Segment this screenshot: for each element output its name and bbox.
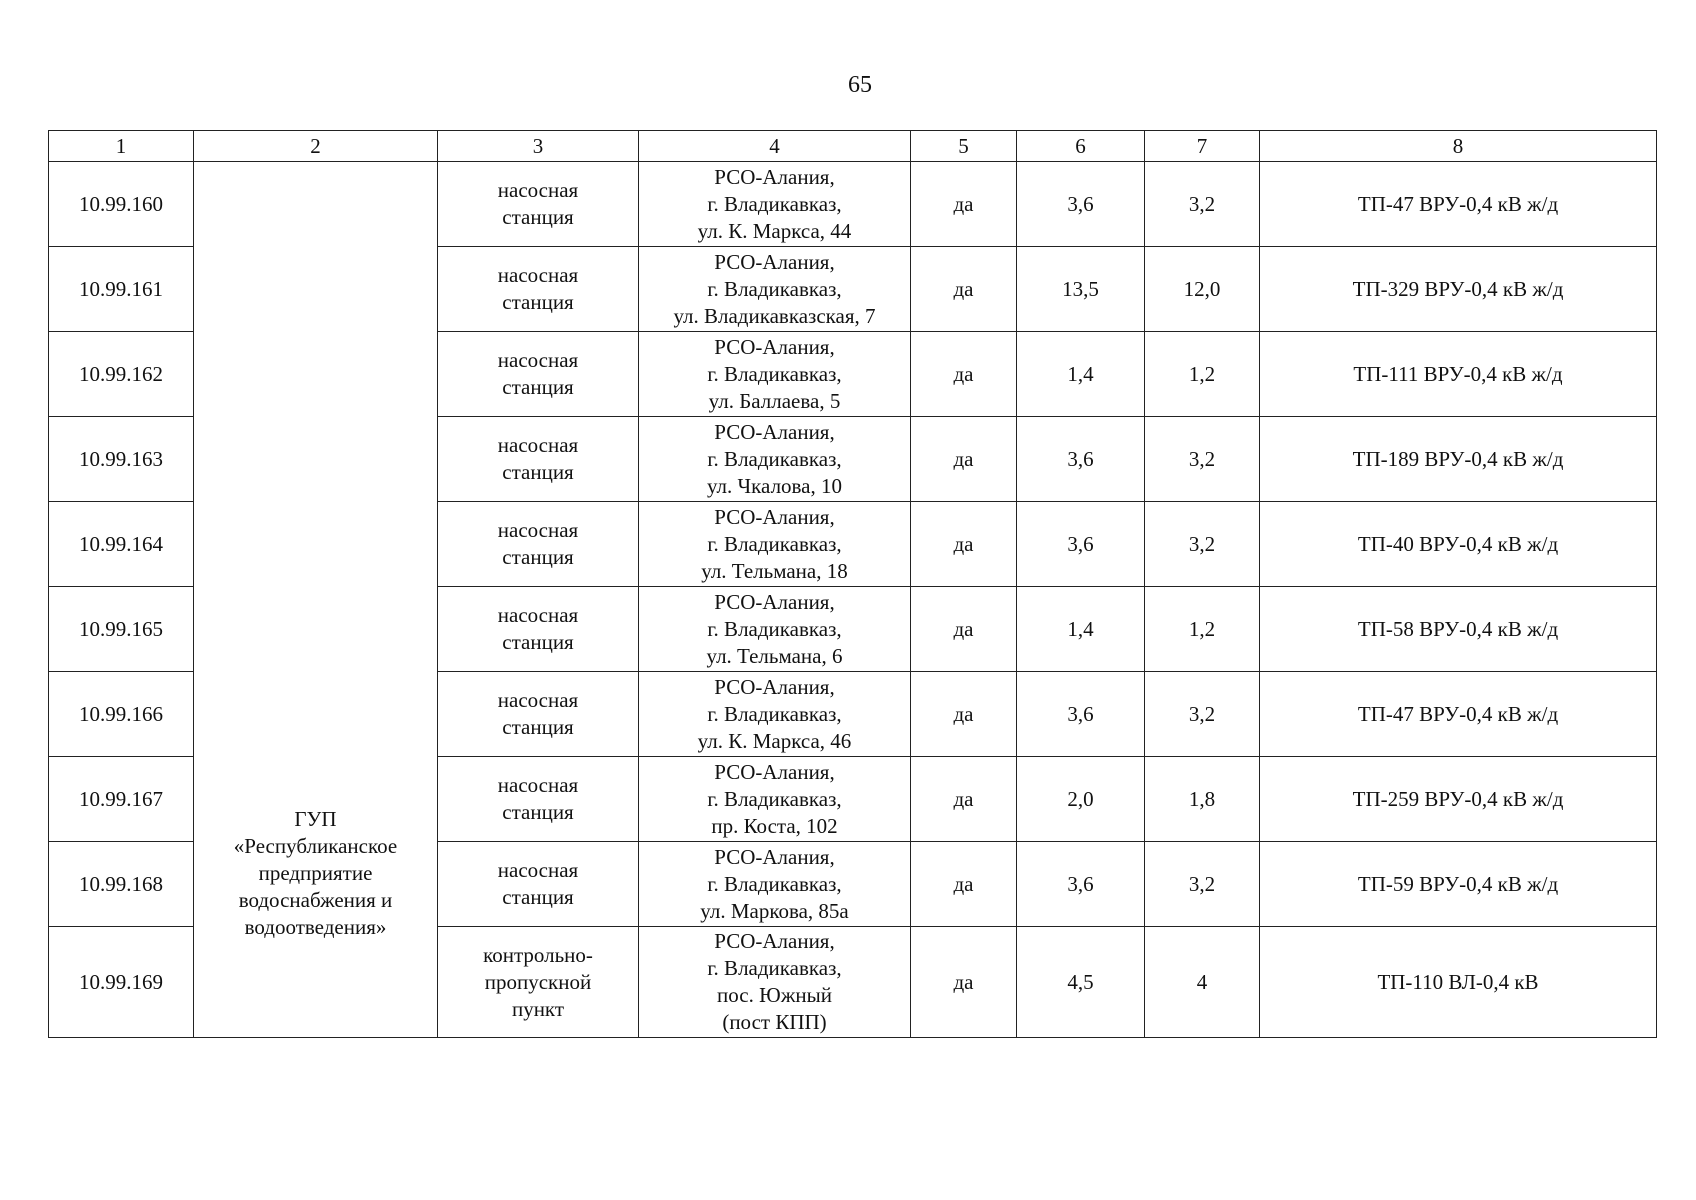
header-cell: 7 xyxy=(1145,131,1260,162)
address-line: пос. Южный xyxy=(716,983,833,1007)
address-cell xyxy=(639,757,911,842)
supply-source-cell: ТП-111 ВРУ-0,4 кВ ж/д xyxy=(1260,332,1657,417)
address-cell xyxy=(639,502,911,587)
value-7-cell: 3,2 xyxy=(1145,842,1260,927)
address-cell xyxy=(639,162,911,247)
value-6-cell: 1,4 xyxy=(1017,587,1145,672)
code-cell: 10.99.163 xyxy=(49,417,194,502)
supply-source-cell: ТП-189 ВРУ-0,4 кВ ж/д xyxy=(1260,417,1657,502)
object-type-cell xyxy=(438,332,639,417)
supply-source-cell: ТП-59 ВРУ-0,4 кВ ж/д xyxy=(1260,842,1657,927)
code-cell: 10.99.167 xyxy=(49,757,194,842)
address-line: ул. Владикавказская, 7 xyxy=(673,303,876,328)
flag-cell: да xyxy=(911,757,1017,842)
object-type-line: станция xyxy=(502,290,574,314)
header-cell: 8 xyxy=(1260,131,1657,162)
address-line: ул. Чкалова, 10 xyxy=(706,473,843,498)
object-type-cell xyxy=(438,247,639,332)
table-row xyxy=(49,162,1657,247)
address-line: г. Владикавказ, xyxy=(707,361,842,386)
object-type-line: насосная xyxy=(497,348,579,372)
header-cell: 2 xyxy=(194,131,438,162)
page-number: 65 xyxy=(848,72,872,98)
address-line: ул. К. Маркса, 46 xyxy=(697,728,852,753)
header-cell: 3 xyxy=(438,131,639,162)
address-cell xyxy=(639,927,911,1038)
value-7-cell: 1,2 xyxy=(1145,587,1260,672)
flag-cell: да xyxy=(911,587,1017,672)
address-line: РСО-Алания, xyxy=(714,164,835,189)
address-line: РСО-Алания, xyxy=(714,844,835,869)
object-type-line: насосная xyxy=(497,858,579,882)
value-6-cell: 3,6 xyxy=(1017,417,1145,502)
code-cell: 10.99.165 xyxy=(49,587,194,672)
address-line: РСО-Алания, xyxy=(714,249,835,274)
organization-line: ГУП xyxy=(294,807,337,831)
supply-source-cell: ТП-329 ВРУ-0,4 кВ ж/д xyxy=(1260,247,1657,332)
code-cell: 10.99.169 xyxy=(49,927,194,1038)
object-type-line: станция xyxy=(502,545,574,569)
organization-line: «Республиканское xyxy=(233,834,398,858)
object-type-line: насосная xyxy=(497,603,579,627)
address-line: ул. Маркова, 85а xyxy=(700,898,849,923)
object-type-line: станция xyxy=(502,715,574,739)
address-line: г. Владикавказ, xyxy=(707,871,842,896)
value-7-cell: 3,2 xyxy=(1145,672,1260,757)
address-line: ул. К. Маркса, 44 xyxy=(697,218,852,243)
object-type-line: насосная xyxy=(497,518,579,542)
address-line: г. Владикавказ, xyxy=(707,531,842,556)
address-line: г. Владикавказ, xyxy=(707,786,842,811)
address-line: РСО-Алания, xyxy=(714,759,835,784)
flag-cell: да xyxy=(911,417,1017,502)
header-cell: 4 xyxy=(639,131,911,162)
supply-source-cell: ТП-110 ВЛ-0,4 кВ xyxy=(1260,927,1657,1038)
value-7-cell: 3,2 xyxy=(1145,162,1260,247)
object-type-line: насосная xyxy=(497,773,579,797)
object-type-line: станция xyxy=(502,800,574,824)
object-type-line: пункт xyxy=(511,996,565,1021)
address-line: г. Владикавказ, xyxy=(707,446,842,471)
value-7-cell: 12,0 xyxy=(1145,247,1260,332)
value-7-cell: 3,2 xyxy=(1145,417,1260,502)
address-line: г. Владикавказ, xyxy=(707,701,842,726)
address-cell xyxy=(639,672,911,757)
code-cell: 10.99.162 xyxy=(49,332,194,417)
flag-cell: да xyxy=(911,927,1017,1038)
value-7-cell: 1,2 xyxy=(1145,332,1260,417)
organization-cell xyxy=(194,162,438,1038)
object-type-cell xyxy=(438,672,639,757)
supply-source-cell: ТП-259 ВРУ-0,4 кВ ж/д xyxy=(1260,757,1657,842)
code-cell: 10.99.164 xyxy=(49,502,194,587)
value-6-cell: 2,0 xyxy=(1017,757,1145,842)
object-type-cell xyxy=(438,927,639,1038)
value-6-cell: 4,5 xyxy=(1017,927,1145,1038)
organization-line: водоснабжения и xyxy=(238,888,393,912)
header-cell: 1 xyxy=(49,131,194,162)
flag-cell: да xyxy=(911,162,1017,247)
address-cell xyxy=(639,332,911,417)
code-cell: 10.99.166 xyxy=(49,672,194,757)
object-type-line: пропускной xyxy=(484,969,592,994)
address-line: РСО-Алания, xyxy=(714,929,835,953)
object-type-cell xyxy=(438,502,639,587)
value-6-cell: 3,6 xyxy=(1017,162,1145,247)
object-type-line: станция xyxy=(502,375,574,399)
supply-source-cell: ТП-58 ВРУ-0,4 кВ ж/д xyxy=(1260,587,1657,672)
flag-cell: да xyxy=(911,502,1017,587)
address-line: г. Владикавказ, xyxy=(707,616,842,641)
data-table xyxy=(48,130,1657,1038)
object-type-cell xyxy=(438,587,639,672)
object-type-line: насосная xyxy=(497,688,579,712)
flag-cell: да xyxy=(911,332,1017,417)
supply-source-cell: ТП-40 ВРУ-0,4 кВ ж/д xyxy=(1260,502,1657,587)
object-type-line: контрольно- xyxy=(483,942,593,967)
flag-cell: да xyxy=(911,672,1017,757)
address-cell xyxy=(639,842,911,927)
object-type-cell xyxy=(438,162,639,247)
object-type-line: станция xyxy=(502,630,574,654)
code-cell: 10.99.160 xyxy=(49,162,194,247)
flag-cell: да xyxy=(911,842,1017,927)
value-7-cell: 3,2 xyxy=(1145,502,1260,587)
organization-line: предприятие xyxy=(258,861,373,885)
value-6-cell: 3,6 xyxy=(1017,672,1145,757)
address-cell xyxy=(639,417,911,502)
object-type-line: станция xyxy=(502,460,574,484)
address-line: РСО-Алания, xyxy=(714,419,835,444)
address-cell xyxy=(639,587,911,672)
organization-line: водоотведения» xyxy=(244,915,387,939)
object-type-line: насосная xyxy=(497,263,579,287)
object-type-cell xyxy=(438,757,639,842)
value-6-cell: 3,6 xyxy=(1017,842,1145,927)
header-cell: 6 xyxy=(1017,131,1145,162)
object-type-line: станция xyxy=(502,885,574,909)
address-line: РСО-Алания, xyxy=(714,674,835,699)
header-row xyxy=(49,131,1657,162)
value-7-cell: 1,8 xyxy=(1145,757,1260,842)
address-line: г. Владикавказ, xyxy=(707,276,842,301)
code-cell: 10.99.161 xyxy=(49,247,194,332)
address-line: РСО-Алания, xyxy=(714,334,835,359)
header-cell: 5 xyxy=(911,131,1017,162)
value-6-cell: 3,6 xyxy=(1017,502,1145,587)
address-line: г. Владикавказ, xyxy=(707,956,842,980)
code-cell: 10.99.168 xyxy=(49,842,194,927)
address-line: РСО-Алания, xyxy=(714,589,835,614)
address-line: ул. Баллаева, 5 xyxy=(708,388,841,413)
object-type-cell xyxy=(438,417,639,502)
flag-cell: да xyxy=(911,247,1017,332)
object-type-line: насосная xyxy=(497,178,579,202)
object-type-line: станция xyxy=(502,205,574,229)
object-type-line: насосная xyxy=(497,433,579,457)
address-line: пр. Коста, 102 xyxy=(711,813,838,838)
address-line: ул. Тельмана, 6 xyxy=(706,643,843,668)
supply-source-cell: ТП-47 ВРУ-0,4 кВ ж/д xyxy=(1260,162,1657,247)
supply-source-cell: ТП-47 ВРУ-0,4 кВ ж/д xyxy=(1260,672,1657,757)
value-7-cell: 4 xyxy=(1145,927,1260,1038)
object-type-cell xyxy=(438,842,639,927)
address-line: ул. Тельмана, 18 xyxy=(701,558,848,583)
value-6-cell: 13,5 xyxy=(1017,247,1145,332)
address-cell xyxy=(639,247,911,332)
address-line: г. Владикавказ, xyxy=(707,191,842,216)
address-line: РСО-Алания, xyxy=(714,504,835,529)
value-6-cell: 1,4 xyxy=(1017,332,1145,417)
address-line: (пост КПП) xyxy=(722,1010,827,1034)
